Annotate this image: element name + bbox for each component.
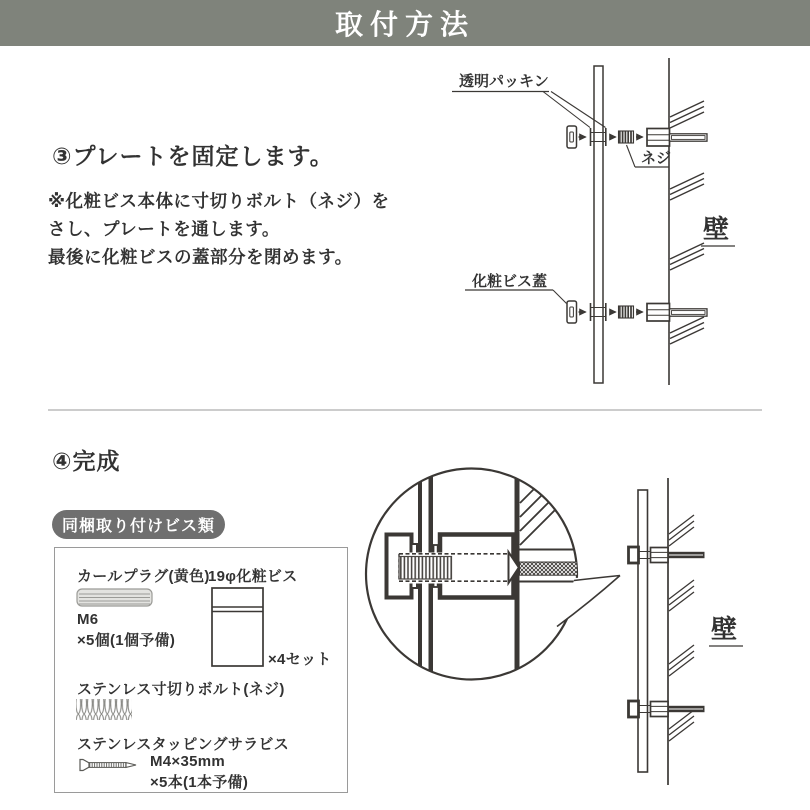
label-screw: ネジ: [641, 150, 672, 167]
threaded-bolt-drawing: [76, 699, 132, 720]
step3-body: [48, 187, 390, 271]
threaded-bolt-section: [399, 557, 452, 580]
label-wall: 壁: [711, 614, 738, 644]
curl-plug-size: M6: [77, 611, 99, 628]
curl-plug-name: カールプラグ(黄色): [77, 568, 210, 585]
page-title: 取付方法: [0, 0, 810, 46]
leader-line: [543, 92, 590, 128]
tapping-screw-name: ステンレスタッピングサラビス: [77, 736, 290, 753]
label-wall: 壁: [703, 214, 730, 244]
step4-heading: ④完成: [52, 448, 121, 474]
decorative-screw-quantity: ×4セット: [268, 651, 332, 668]
threaded-bolt-name: ステンレス寸切りボルト(ネジ): [77, 681, 285, 698]
step3-body-line3: 最後に化粧ビスの蓋部分を閉めます。: [48, 247, 353, 267]
top-assembly: [567, 126, 707, 148]
decorative-screw-drawing: [212, 588, 263, 666]
parts-drawings: [54, 547, 346, 791]
label-transparent-packing: 透明パッキン: [459, 73, 549, 90]
bottom-assembly: [567, 301, 707, 323]
plate: [594, 66, 603, 383]
step4-diagram: [598, 450, 780, 795]
tapping-screw-quantity: ×5本(1本予備): [150, 774, 249, 791]
step3-body-line1: ※化粧ビス本体に寸切りボルト（ネジ）を: [48, 191, 390, 211]
curl-plug-quantity: ×5個(1個予備): [77, 632, 176, 649]
curl-plug-drawing: [77, 589, 152, 606]
plate: [638, 490, 648, 772]
leader-line: [553, 290, 567, 304]
step3-heading: ③プレートを固定します。: [52, 143, 334, 169]
section-divider: [48, 409, 762, 411]
tapping-screw-size: M4×35mm: [150, 753, 226, 770]
label-decorative-screw-cap: 化粧ビス蓋: [472, 273, 548, 290]
included-parts-badge: 同梱取り付けビス類: [52, 510, 225, 539]
step3-diagram: [435, 50, 780, 405]
cross-section-magnifier: [355, 458, 628, 690]
tapping-screw-drawing: [80, 760, 136, 771]
step3-body-line2: さし、プレートを通します。: [48, 219, 280, 239]
decorative-screw-name: 19φ化粧ビス: [208, 568, 298, 585]
leader-line: [627, 145, 636, 167]
tapping-screw-section: [520, 562, 583, 575]
